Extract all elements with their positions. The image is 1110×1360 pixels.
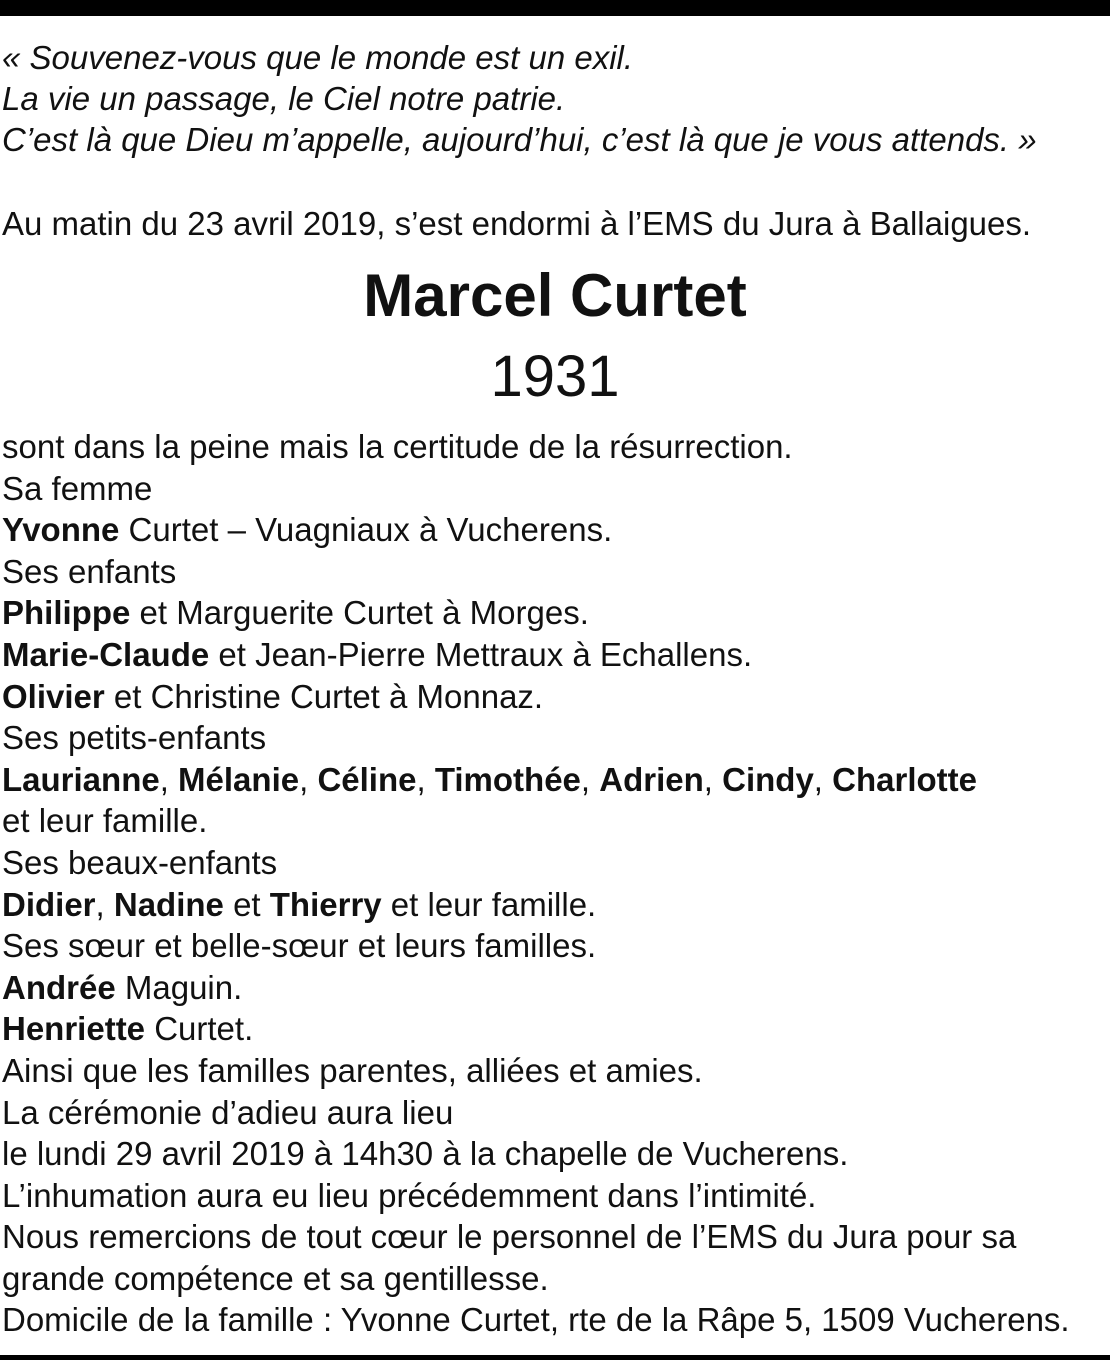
body-line: Ses beaux-enfants: [2, 843, 278, 881]
intro-line: Au matin du 23 avril 2019, s’est endormi à l’EMS du Jura à Ballaigues.: [2, 205, 1032, 242]
body-line: L’inhumation aura eu lieu précédemment dans l’intimité.: [2, 1176, 817, 1214]
name-separator: et: [223, 885, 270, 923]
name-separator: ,: [703, 760, 723, 798]
body-line: Sa femme: [2, 469, 153, 507]
name-separator: ,: [159, 760, 179, 798]
relative-detail: Maguin.: [115, 968, 243, 1006]
body-line: [2, 676, 1108, 718]
relative-name: Céline: [317, 760, 417, 798]
birth-year: 1931: [490, 344, 620, 409]
body-line: [2, 884, 1108, 926]
name-separator: ,: [416, 760, 435, 798]
body-line: le lundi 29 avril 2019 à 14h30 à la chapelle de Vucherens.: [2, 1135, 849, 1173]
relative-name: Marie-Claude: [2, 635, 210, 673]
relative-name: Mélanie: [178, 760, 300, 798]
relative-detail: et Jean-Pierre Mettraux à Echallens.: [209, 635, 753, 673]
relative-name: Philippe: [2, 594, 131, 632]
body-line: Ses petits-enfants: [2, 719, 267, 757]
relative-name: Laurianne: [2, 760, 160, 798]
relative-detail: Curtet – Vuagniaux à Vucherens.: [119, 511, 613, 549]
body-line: Nous remercions de tout cœur le personnel de l’EMS du Jura pour sa: [2, 1218, 1017, 1256]
relative-name: Yvonne: [2, 511, 120, 549]
relative-name: Didier: [2, 885, 96, 923]
relative-name: Cindy: [722, 760, 814, 798]
relative-detail: et leur famille.: [381, 885, 597, 923]
body-line: [2, 634, 1108, 676]
body-line: grande compétence et sa gentillesse.: [2, 1259, 549, 1297]
body-line: La cérémonie d’adieu aura lieu: [2, 1093, 454, 1131]
relative-detail: Curtet.: [145, 1010, 254, 1048]
bottom-rule: [0, 1355, 1110, 1360]
quote-line: « Souvenez-vous que le monde est un exil.: [2, 39, 634, 76]
grandchildren-line: [2, 759, 1108, 801]
name-separator: ,: [299, 760, 318, 798]
relative-name: Timothée: [434, 760, 581, 798]
epigraph-quote: [2, 37, 1102, 160]
relative-name: Adrien: [599, 760, 704, 798]
relative-name: Nadine: [113, 885, 224, 923]
body-line: [2, 967, 1108, 1009]
name-separator: ,: [95, 885, 114, 923]
name-separator: ,: [580, 760, 600, 798]
relative-name: Henriette: [2, 1010, 146, 1048]
quote-line: La vie un passage, le Ciel notre patrie.: [2, 80, 566, 117]
family-address: Domicile de la famille : Yvonne Curtet, rte de la Râpe 5, 1509 Vucherens.: [2, 1301, 1070, 1339]
body-line: et leur famille.: [2, 802, 208, 840]
notice-body: [2, 426, 1108, 1341]
relative-detail: et Christine Curtet à Monnaz.: [104, 677, 544, 715]
body-line: Ses enfants: [2, 552, 177, 590]
body-line: Ses sœur et belle-sœur et leurs familles.: [2, 927, 597, 965]
relative-detail: et Marguerite Curtet à Morges.: [130, 594, 589, 632]
relative-name: Charlotte: [832, 760, 977, 798]
relative-name: Thierry: [269, 885, 382, 923]
body-line: [2, 1008, 1108, 1050]
body-line: [2, 509, 1108, 551]
quote-line: C’est là que Dieu m’appelle, aujourd’hui, c’est là que je vous attends. »: [2, 121, 1037, 158]
name-separator: ,: [813, 760, 833, 798]
deceased-name: Marcel Curtet: [363, 262, 747, 329]
relative-name: Olivier: [2, 677, 105, 715]
body-line: [2, 592, 1108, 634]
body-line: Ainsi que les familles parentes, alliées et amies.: [2, 1051, 703, 1089]
top-rule: [0, 0, 1110, 16]
body-line: sont dans la peine mais la certitude de la résurrection.: [2, 428, 793, 465]
relative-name: Andrée: [2, 968, 116, 1006]
